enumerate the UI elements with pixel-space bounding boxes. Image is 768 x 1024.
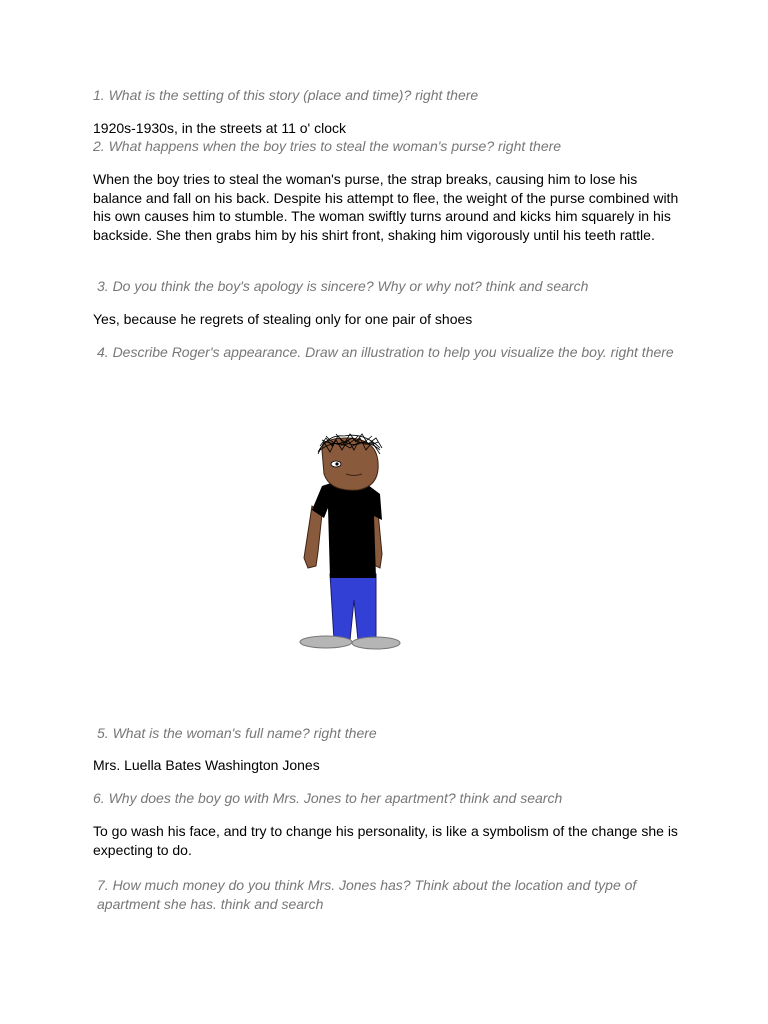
boy-legs — [330, 574, 376, 640]
boy-head — [322, 438, 378, 490]
answer-5: Mrs. Luella Bates Washington Jones — [93, 757, 320, 773]
answer-1: 1920s-1930s, in the streets at 11 o' clock — [93, 120, 347, 136]
answer-2: When the boy tries to steal the woman's purse, the strap breaks, causing him to lose his balance and fall on his back. Despite his attempt to flee, the weight of the purse combined with his own causes him to stumble. The woman swiftly turns around and kicks him squarely in his backside. She then grabs him by his shirt front, shaking him vigorously until his teeth rattle. — [93, 171, 679, 243]
question-1: 1. What is the setting of this story (place and time)? right there — [93, 87, 479, 103]
answer-3: Yes, because he regrets of stealing only for one pair of shoes — [93, 311, 473, 327]
boy-shirt — [312, 482, 382, 578]
question-4: 4. Describe Roger's appearance. Draw an illustration to help you visualize the boy. right there — [97, 344, 674, 360]
question-7: 7. How much money do you think Mrs. Jones has? Think about the location and type of apartment she has. think and search — [97, 877, 637, 912]
question-5: 5. What is the woman's full name? right there — [97, 725, 377, 741]
question-3: 3. Do you think the boy's apology is sincere? Why or why not? think and search — [97, 278, 589, 294]
question-6: 6. Why does the boy go with Mrs. Jones to her apartment? think and search — [93, 790, 563, 806]
boy-illustration — [292, 428, 408, 654]
question-2: 2. What happens when the boy tries to steal the woman's purse? right there — [93, 138, 562, 154]
answer-6: To go wash his face, and try to change his personality, is like a symbolism of the change she is expecting to do. — [93, 823, 678, 858]
